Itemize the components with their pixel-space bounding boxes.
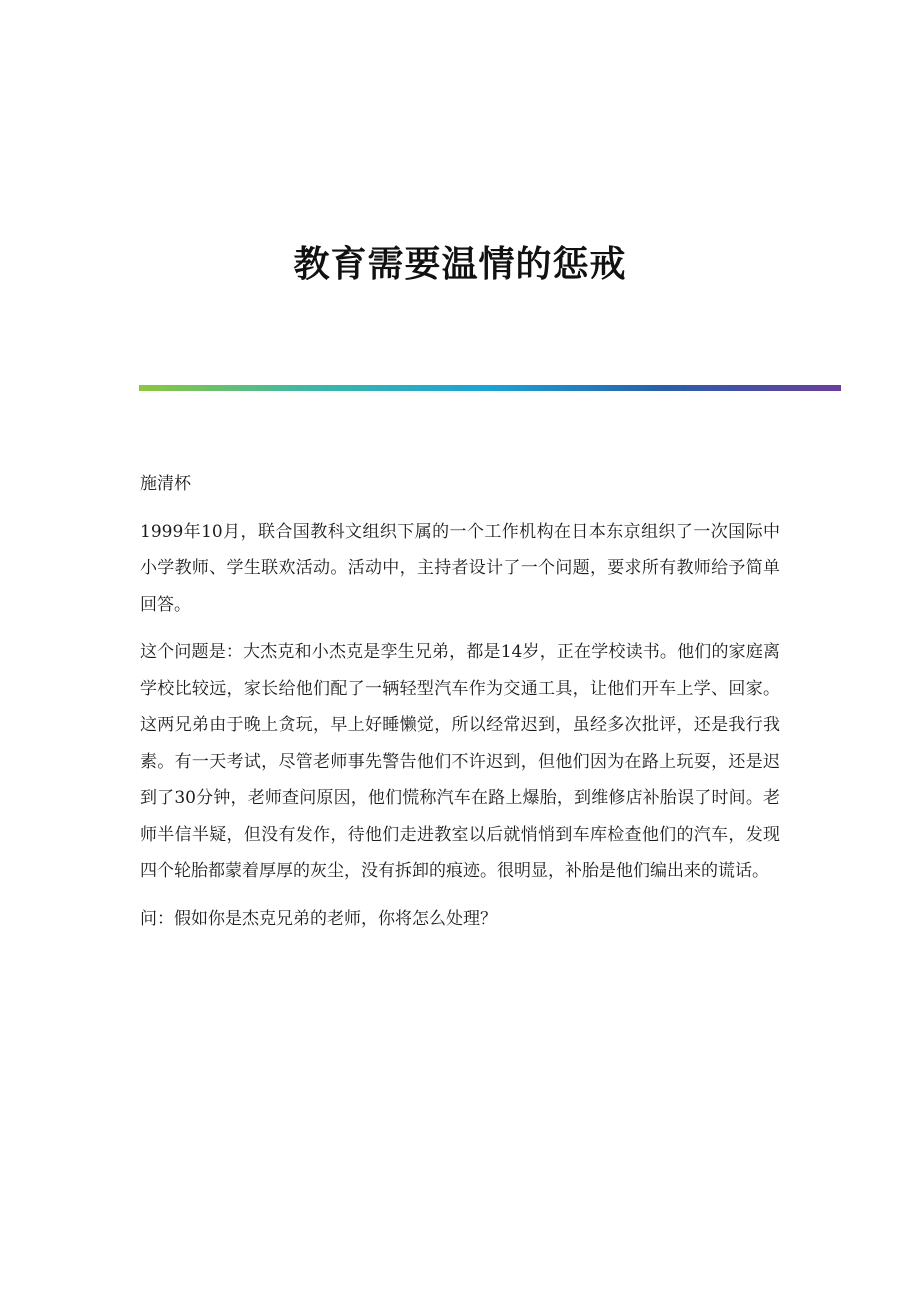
- document-title: 教育需要温情的惩戒: [293, 243, 627, 286]
- author-name: 施清杯: [140, 474, 191, 494]
- paragraph-intro: 1999年10月，联合国教科文组织下属的一个工作机构在日本东京组织了一次国际中小学教师、学生联欢活动。活动中，主持者设计了一个问题，要求所有教师给予简单回答。: [140, 521, 780, 615]
- document-body: [140, 466, 780, 948]
- paragraph-question: 问：假如你是杰克兄弟的老师，你将怎么处理？: [140, 908, 497, 929]
- title-divider: [139, 385, 841, 391]
- paragraph-question-story: 这个问题是：大杰克和小杰克是孪生兄弟，都是14岁，正在学校读书。他们的家庭离学校比较远，家长给他们配了一辆轻型汽车作为交通工具，让他们开车上学、回家。这两兄弟由于晚上贪玩，早上好睡懒觉，所以经常迟到，虽经多次批评，还是我行我素。有一天考试，尽管老师事先警告他们不许迟到，但他们因为在路上玩耍，还是迟到了30分钟，老师查问原因，他们慌称汽车在路上爆胎，到维修店补胎误了时间。老师半信半疑，但没有发作，待他们走进教室以后就悄悄到车库检查他们的汽车，发现四个轮胎都蒙着厚厚的灰尘，没有拆卸的痕迹。很明显，补胎是他们编出来的谎话。: [140, 642, 780, 881]
